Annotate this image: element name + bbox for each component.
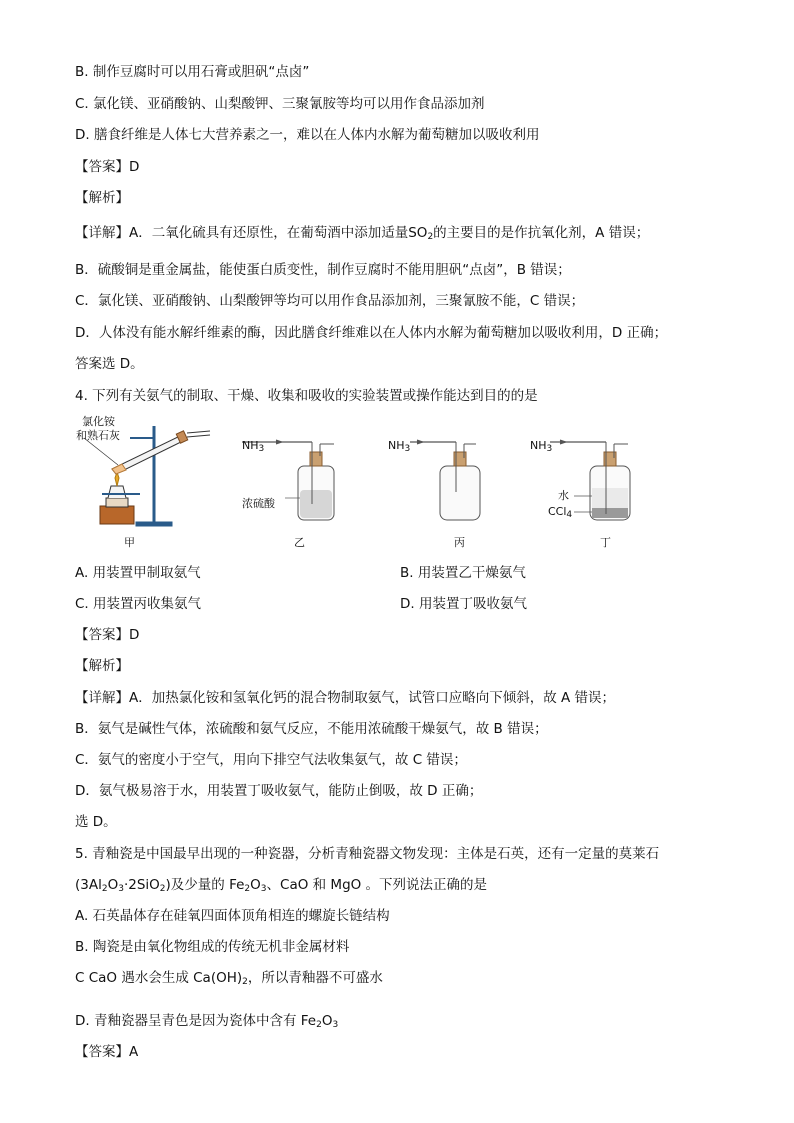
q3-detail-b: B．硫酸铜是重金属盐，能使蛋白质变性，制作豆腐时不能用胆矾“点卤”，B 错误；	[75, 262, 571, 278]
q3-conclusion: 答案选 D。	[75, 356, 144, 372]
q4-conclusion: 选 D。	[75, 814, 117, 830]
q3-detail-d: D．人体没有能水解纤维素的酶，因此膳食纤维难以在人体内水解为葡萄糖加以吸收利用，D 正确；	[75, 325, 668, 341]
q3-option-c: C. 氯化镁、亚硝酸钠、山梨酸钾、三聚氰胺等均可以用作食品添加剂	[75, 96, 485, 112]
label-ccl4: CCl$_4$	[548, 505, 573, 520]
label-water: 水	[558, 489, 569, 502]
caption-ding: 丁	[600, 536, 611, 549]
label-conc-acid: 浓硫酸	[242, 497, 275, 510]
q4-option-d: D. 用装置丁吸收氨气	[400, 596, 527, 612]
apparatus-bing	[410, 440, 480, 520]
q5-option-c: C CaO 遇水会生成 $Ca(OH)_2$，所以青釉器不可盛水	[75, 970, 383, 987]
q3-detail-c: C．氯化镁、亚硝酸钠、山梨酸钾等均可以用作食品添加剂，三聚氰胺不能，C 错误；	[75, 293, 585, 309]
label-nh3-bing: $NH_3$	[388, 439, 411, 454]
q5-stem-line-2: $(3Al_2O_3\cdot 2SiO_2)$及少量的 $Fe_2O_3$、CaO 和 MgO 。下列说法正确的是	[75, 877, 488, 894]
label-nh3-ding: $NH_3$	[530, 439, 553, 454]
caption-jia: 甲	[124, 536, 135, 549]
q4-detail-c: C．氨气的密度小于空气，用向下排空气法收集氨气，故 C 错误；	[75, 752, 467, 768]
label-reagent-1: 氯化铵	[82, 415, 115, 428]
q4-answer: 【答案】D	[75, 627, 140, 643]
q4-option-c: C. 用装置丙收集氨气	[75, 596, 202, 612]
label-reagent-2: 和熟石灰	[76, 429, 120, 442]
q4-option-a: A. 用装置甲制取氨气	[75, 565, 201, 581]
q3-option-d: D. 膳食纤维是人体七大营养素之一，难以在人体内水解为葡萄糖加以吸收利用	[75, 127, 540, 143]
q5-answer: 【答案】A	[75, 1044, 139, 1060]
q4-detail-b: B．氨气是碱性气体，浓硫酸和氨气反应，不能用浓硫酸干燥氨气，故 B 错误；	[75, 721, 548, 737]
q4-option-b: B. 用装置乙干燥氨气	[400, 565, 526, 581]
q5-option-a: A. 石英晶体存在硅氧四面体顶角相连的螺旋长链结构	[75, 908, 390, 924]
q4-analysis-heading: 【解析】	[75, 658, 129, 674]
caption-bing: 丙	[454, 536, 465, 549]
q3-answer: 【答案】D	[75, 159, 140, 175]
q3-detail-a: 【详解】A．二氧化硫具有还原性，在葡萄酒中添加适量$SO_2$的主要目的是作抗氧化剂，A 错误；	[75, 225, 650, 242]
label-nh3-yi: $NH_3$	[242, 439, 265, 454]
q4-detail-a: 【详解】A．加热氯化铵和氢氧化钙的混合物制取氨气，试管口应略向下倾斜，故 A 错误；	[75, 690, 616, 706]
apparatus-drawing	[72, 414, 712, 554]
q3-analysis-heading: 【解析】	[75, 190, 129, 206]
q5-option-b: B. 陶瓷是由氧化物组成的传统无机非金属材料	[75, 939, 350, 955]
q5-stem-line-1: 5. 青釉瓷是中国最早出现的一种瓷器，分析青釉瓷器文物发现：主体是石英，还有一定量的莫莱石	[75, 846, 660, 862]
q4-stem: 4. 下列有关氨气的制取、干燥、收集和吸收的实验装置或操作能达到目的的是	[75, 388, 538, 404]
apparatus-figure	[72, 414, 712, 554]
q4-detail-d: D．氨气极易溶于水，用装置丁吸收氨气，能防止倒吸，故 D 正确；	[75, 783, 483, 799]
caption-yi: 乙	[294, 536, 305, 549]
q5-option-d: D. 青釉瓷器呈青色是因为瓷体中含有 $Fe_2O_3$	[75, 1013, 339, 1030]
q3-option-b: B. 制作豆腐时可以用石膏或胆矾“点卤”	[75, 64, 310, 80]
